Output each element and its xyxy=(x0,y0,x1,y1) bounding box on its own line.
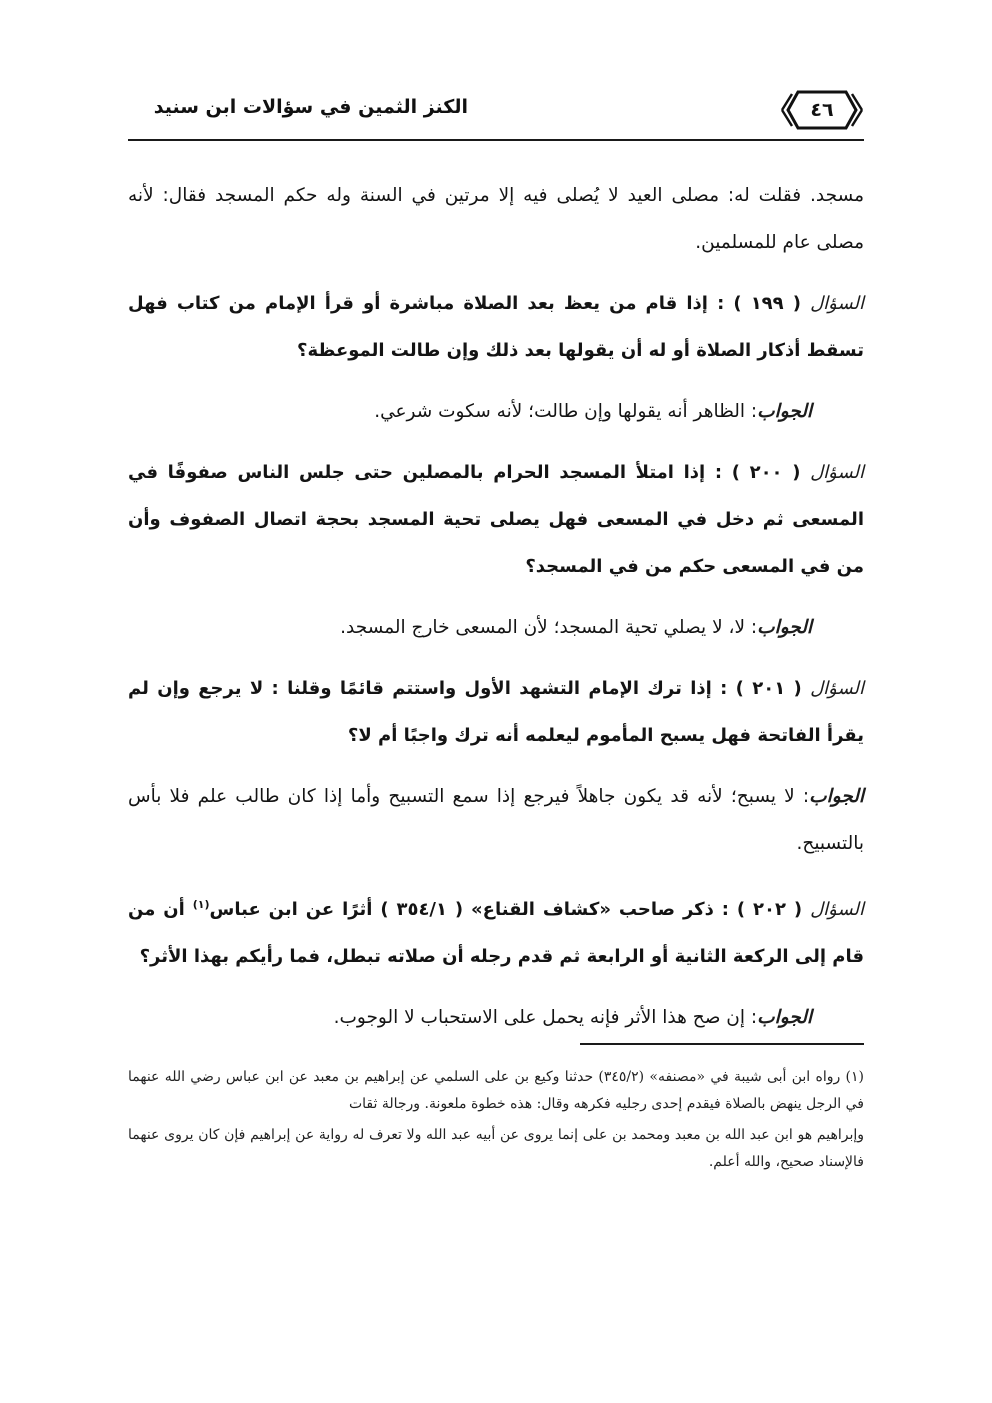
main-text xyxy=(128,172,864,1055)
answer-label: الجواب xyxy=(757,1007,812,1028)
question-200: السؤال ( ٢٠٠ ) : إذا امتلأ المسجد الحرام بالمصلين حتى جلس الناس صفوفًا في المسعى ثم دخل في المسعى فهل يصلى تحية المسجد بحجة اتصال الصفوف وأن من في المسعى حكم من في المسجد؟ xyxy=(128,462,864,577)
answer-199: الجواب: الظاهر أنه يقولها وإن طالت؛ لأنه سكوت شرعي. xyxy=(374,401,812,422)
question-202: السؤال ( ٢٠٢ ) : ذكر صاحب «كشاف القناع» ( ٣٥٤/١ ) أثرًا عن ابن عباس$^{(١)}$ أن من قام إلى الركعة الثانية أو الرابعة ثم قدم رجله أن صلاته تبطل، فما رأيكم بهذا الأثر؟ xyxy=(128,898,864,967)
question-201: السؤال ( ٢٠١ ) : إذا ترك الإمام التشهد الأول واستتم قائمًا وقلنا : لا يرجع وإن لم يقرأ الفاتحة فهل يسبح المأموم ليعلمه أنه ترك واجبًا أم لا؟ xyxy=(128,678,864,746)
answer-label: الجواب xyxy=(757,401,812,422)
running-title: الكنز الثمين في سؤالات ابن سنيد xyxy=(153,96,468,118)
footnotes xyxy=(128,1064,864,1180)
question-label: السؤال xyxy=(810,678,864,699)
footnote-1-continuation xyxy=(128,1122,864,1176)
header-rule xyxy=(128,139,864,141)
page-number: ٤٦ xyxy=(810,99,834,121)
page-number-badge xyxy=(780,88,864,132)
question-label: السؤال xyxy=(810,293,864,314)
footnote-reference[interactable]: (١) xyxy=(192,898,210,911)
answer-label: الجواب xyxy=(757,617,812,638)
footnote-separator xyxy=(580,1043,864,1045)
paragraph-continuation: مسجد. فقلت له: مصلى العيد لا يُصلى فيه إلا مرتين في السنة وله حكم المسجد فقال: لأنه مصلى عام للمسلمين. xyxy=(128,185,864,253)
footnote-text: وإبراهيم هو ابن عبد الله بن معبد ومحمد بن على إنما يروى عن أبيه عبد الله ولا تعرف له رواية عن إبراهيم فإن كان يروى عنهما فالإسناد صحيح، والله أعلم. xyxy=(128,1127,864,1170)
answer-200: الجواب: لا، لا يصلي تحية المسجد؛ لأن المسعى خارج المسجد. xyxy=(340,617,812,638)
question-label: السؤال xyxy=(810,462,864,483)
answer-202: الجواب: إن صح هذا الأثر فإنه يحمل على الاستحباب لا الوجوب. xyxy=(333,1007,812,1028)
answer-201: الجواب: لا يسبح؛ لأنه قد يكون جاهلاً فيرجع إذا سمع التسبيح وأما إذا كان طالب علم فلا بأس بالتسبيح. xyxy=(128,786,864,854)
footnote-text: رواه ابن أبى شيبة في «مصنفه» (٣٤٥/٢) حدثنا وكيع بن على السلمي عن إبراهيم بن معبد عن ابن عباس رضي الله عنهما في الرجل ينهض بالصلاة فيقدم إحدى رجليه فكرهه وقال: هذه خطوة ملعونة. ورجالة ثقات xyxy=(128,1069,864,1112)
answer-label: الجواب xyxy=(809,786,864,807)
page-header xyxy=(128,88,864,140)
footnote-1 xyxy=(128,1064,864,1118)
question-199: السؤال ( ١٩٩ ) : إذا قام من يعظ بعد الصلاة مباشرة أو قرأ الإمام من كتاب فهل تسقط أذكار الصلاة أو له أن يقولها بعد ذلك وإن طالت الموعظة؟ xyxy=(128,293,864,361)
question-label: السؤال xyxy=(810,899,864,920)
footnote-marker: (١) xyxy=(845,1069,865,1085)
